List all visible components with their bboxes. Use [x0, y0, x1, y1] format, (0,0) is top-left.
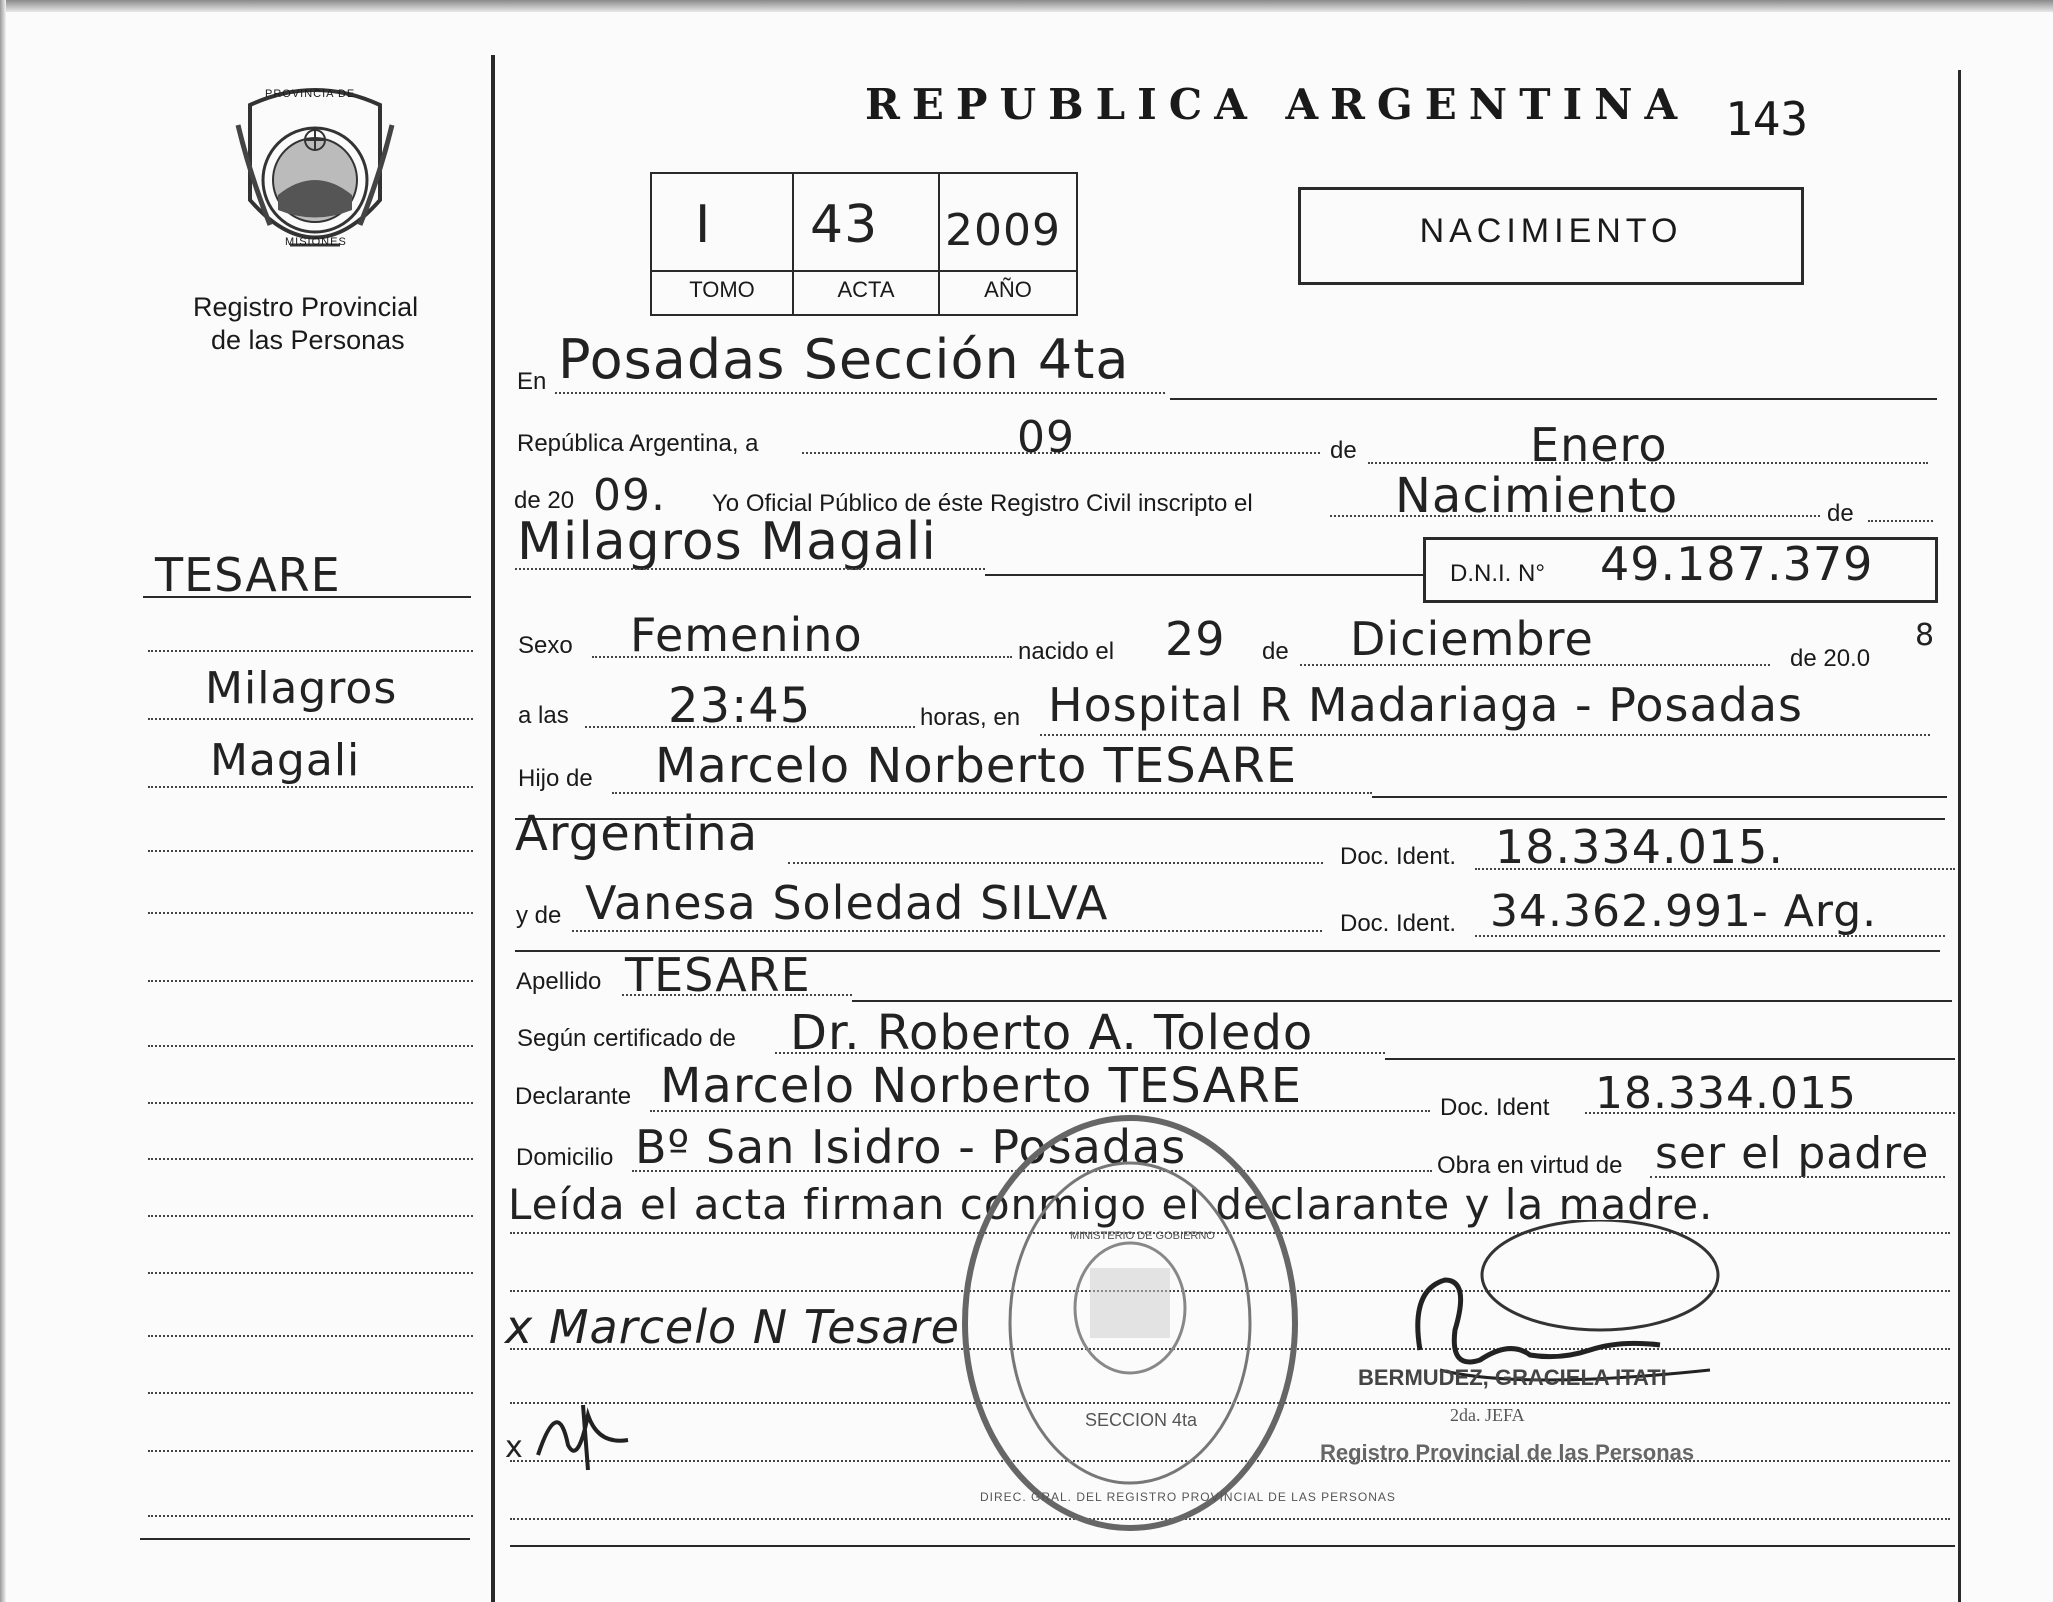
dni-value: 49.187.379 — [1600, 537, 1874, 591]
margin-dots-2 — [148, 718, 473, 720]
de20-label: de 20 — [514, 487, 575, 514]
father-dots — [612, 792, 1372, 794]
record-type: NACIMIENTO — [1419, 212, 1683, 250]
bottom-rule — [510, 1545, 1955, 1547]
margin-dots-13 — [148, 1392, 473, 1394]
margin-given2: Magali — [210, 735, 361, 786]
time-dots — [585, 726, 915, 728]
alas-label: a las — [518, 702, 569, 729]
mother-dots — [572, 930, 1322, 932]
mother-signature-scribble — [528, 1385, 648, 1480]
father-doc-dots — [1475, 868, 1955, 870]
place-rule — [1170, 398, 1937, 400]
horas-label: horas, en — [920, 704, 1021, 731]
margin-dots-9 — [148, 1158, 473, 1160]
margin-surname: TESARE — [155, 548, 341, 602]
doc-label-1: Doc. Ident. — [1340, 843, 1457, 870]
margin-bottom-rule — [140, 1538, 470, 1540]
hijo-label: Hijo de — [518, 765, 593, 792]
place-value: Posadas Sección 4ta — [558, 328, 1130, 391]
de2-dots — [1868, 520, 1933, 522]
father-rule — [1372, 796, 1947, 798]
tomo-value: I — [695, 195, 712, 255]
official-name: BERMUDEZ, GRACIELA ITATI — [1358, 1365, 1667, 1390]
declarante-value: Marcelo Norberto TESARE — [660, 1058, 1303, 1114]
child-name-rule — [985, 574, 1425, 576]
page-number: 143 — [1725, 92, 1809, 146]
time-value: 23:45 — [668, 678, 812, 734]
de-label-3: de — [1262, 638, 1289, 665]
inscripto-value: Nacimiento — [1395, 468, 1679, 524]
official-office: Registro Provincial de las Personas — [1320, 1440, 1695, 1465]
registry-name-line2: de las Personas — [211, 325, 405, 355]
scan-top-edge — [0, 0, 2053, 12]
birth-place-dots — [1040, 734, 1930, 736]
declarant-signature: x Marcelo N Tesare — [505, 1300, 960, 1354]
margin-dots-4 — [148, 850, 473, 852]
birth-month: Diciembre — [1350, 612, 1594, 666]
tomo-value-cell — [650, 172, 794, 272]
right-border — [1958, 70, 1961, 1602]
round-stamp-section: SECCION 4ta — [1085, 1410, 1198, 1430]
domicilio-value: Bº San Isidro - Posadas — [635, 1120, 1187, 1174]
mother-name: Vanesa Soledad SILVA — [585, 876, 1109, 930]
de-label: de — [1330, 437, 1357, 464]
margin-dots-14 — [148, 1450, 473, 1452]
margin-dots-15 — [148, 1515, 473, 1517]
declarante-doc-dots — [1585, 1112, 1955, 1114]
obra-value: ser el padre — [1655, 1128, 1930, 1179]
doc-label-3: Doc. Ident — [1440, 1094, 1550, 1121]
seal-text-bottom: MISIONES — [285, 236, 347, 248]
official-title: 2da. JEFA — [1450, 1405, 1525, 1425]
margin-dots-10 — [148, 1215, 473, 1217]
seal-text-top: PROVINCIA DE — [265, 88, 356, 100]
child-name-dots — [515, 568, 985, 570]
margin-dots-6 — [148, 980, 473, 982]
acta-value: 43 — [810, 195, 879, 255]
sexo-dots — [592, 656, 1012, 658]
margin-dots-12 — [148, 1335, 473, 1337]
apellido-label: Apellido — [516, 968, 602, 995]
anio-value: 2009 — [945, 205, 1061, 256]
apellido-dots — [622, 994, 852, 996]
mother-doc-dots — [1475, 935, 1945, 937]
apellido-rule — [852, 1000, 1952, 1002]
margin-given1: Milagros — [205, 663, 398, 714]
father-name: Marcelo Norberto TESARE — [655, 738, 1298, 794]
birth-month-dots — [1300, 664, 1770, 666]
margin-dots-3 — [148, 786, 473, 788]
margin-dots-5 — [148, 912, 473, 914]
doc-label-2: Doc. Ident. — [1340, 910, 1457, 937]
doctor-name: Dr. Roberto A. Toledo — [790, 1005, 1314, 1061]
acta-label: ACTA — [837, 277, 895, 302]
registry-name-line1: Registro Provincial — [193, 292, 419, 322]
anio-label: AÑO — [984, 277, 1032, 302]
father-doc: 18.334.015. — [1495, 820, 1784, 874]
sexo-label: Sexo — [518, 632, 573, 659]
margin-dots-8 — [148, 1102, 473, 1104]
doctor-dots — [775, 1052, 1385, 1054]
margin-divider — [491, 55, 495, 1602]
oficial-label: Yo Oficial Público de éste Registro Civil inscripto el — [712, 490, 1253, 517]
en-label: En — [517, 368, 547, 395]
scan-left-edge — [0, 0, 6, 1602]
obra-dots — [1650, 1176, 1945, 1178]
round-stamp-text: DIREC. GRAL. DEL REGISTRO PROVINCIAL DE LAS PERSONAS — [980, 1490, 1396, 1504]
document-title: REPUBLICA ARGENTINA — [865, 80, 1690, 129]
mother-signature: x — [505, 1430, 524, 1465]
de200-label: de 20.0 — [1790, 645, 1871, 672]
round-stamp — [955, 1108, 1305, 1538]
nationality-dots — [788, 862, 1323, 864]
doctor-rule — [1385, 1058, 1955, 1060]
margin-dots-11 — [148, 1272, 473, 1274]
month-value: Enero — [1530, 418, 1668, 472]
domicilio-label: Domicilio — [516, 1144, 614, 1171]
birth-place: Hospital R Madariaga - Posadas — [1048, 678, 1804, 732]
yde-label: y de — [516, 902, 562, 929]
birth-day: 29 — [1165, 612, 1226, 666]
obra-label: Obra en virtud de — [1437, 1152, 1623, 1179]
child-name: Milagros Magali — [517, 512, 937, 572]
margin-dots-1 — [148, 650, 473, 652]
nacido-label: nacido el — [1018, 638, 1115, 665]
declarante-doc: 18.334.015 — [1595, 1068, 1857, 1119]
round-stamp-inner: MINISTERIO DE GOBIERNO — [1070, 1230, 1215, 1242]
year-suffix: 09. — [593, 470, 666, 521]
place-dots — [555, 392, 1165, 394]
father-nationality: Argentina — [515, 806, 759, 862]
day-value: 09 — [1017, 412, 1075, 463]
tomo-label: TOMO — [689, 277, 755, 302]
dni-label: D.N.I. N° — [1450, 560, 1545, 587]
de-label-2: de — [1827, 500, 1854, 527]
declarante-label: Declarante — [515, 1083, 632, 1110]
segun-label: Según certificado de — [517, 1025, 736, 1052]
sexo-value: Femenino — [630, 608, 863, 662]
republica-label: República Argentina, a — [517, 430, 759, 457]
margin-rule-1 — [143, 596, 471, 598]
apellido-value: TESARE — [625, 948, 811, 1002]
birth-year-suffix: 8 — [1915, 618, 1936, 653]
margin-dots-7 — [148, 1045, 473, 1047]
closing-text: Leída el acta firman conmigo el declarante y la madre. — [508, 1180, 1714, 1229]
mother-doc: 34.362.991- Arg. — [1490, 886, 1878, 937]
